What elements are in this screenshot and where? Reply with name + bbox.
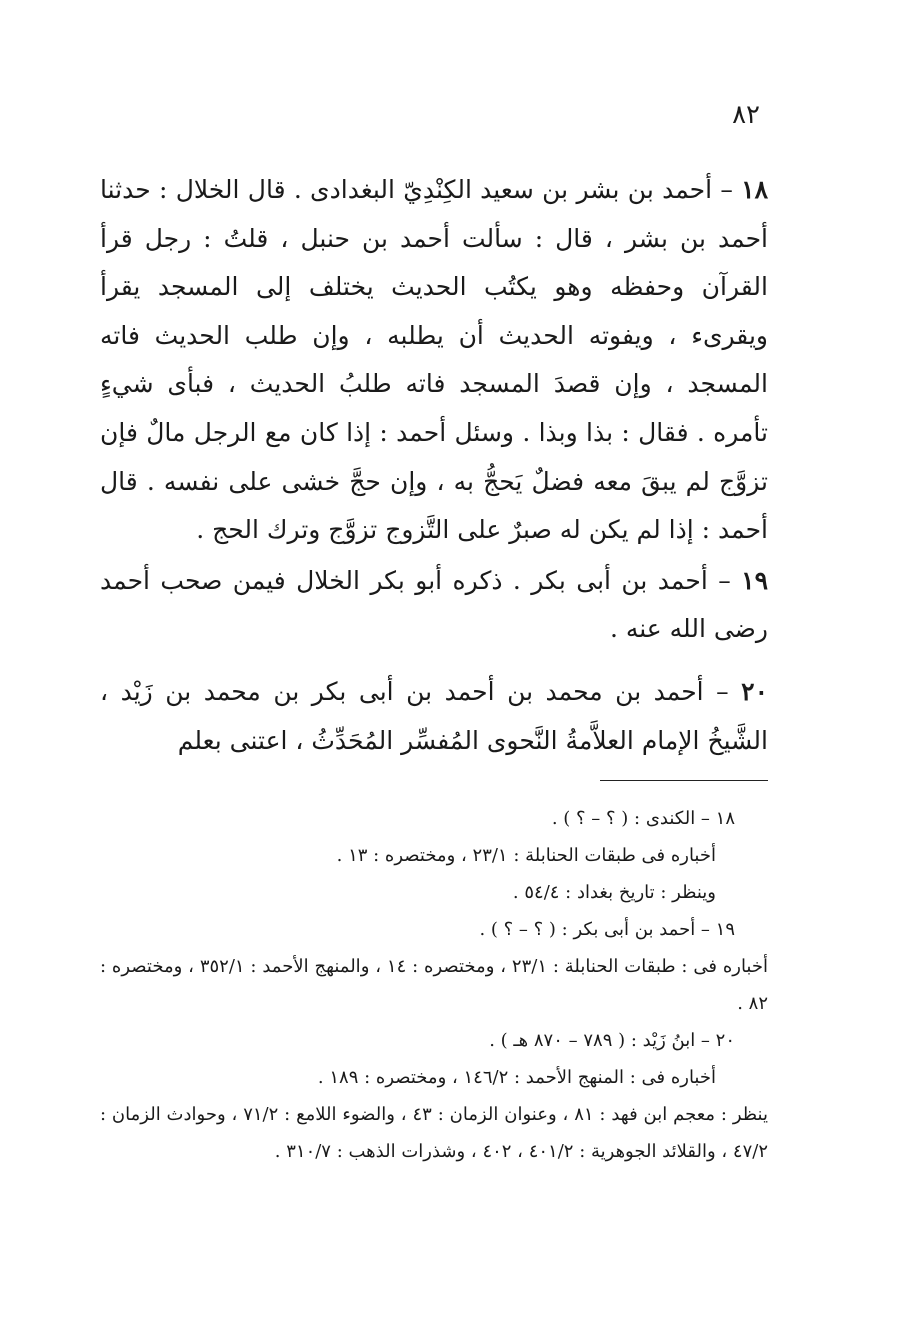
footnote-20-line: أخباره فى : المنهج الأحمد : ١٤٦/٢ ، ومختصره : ١٨٩ . — [317, 1067, 716, 1088]
footnote-20-line: ينظر : معجم ابن فهد : ٨١ ، وعنوان الزمان : ٤٣ ، والضوء اللامع : ٧١/٢ ، وحوادث الزمان : ٤٧/٢ ، والقلائد الجوهرية : ٤٠١/٢ ، ٤٠٢ ، وشذرات الذهب : ٣١٠/٧ . — [100, 1104, 768, 1162]
entry-18 — [100, 166, 768, 555]
footnote-divider — [600, 780, 768, 781]
footnote-18-head: ١٨ – الكندى : ( ؟ – ؟ ) . — [551, 808, 735, 829]
footnote-19-head: ١٩ – أحمد بن أبى بكر : ( ؟ – ؟ ) . — [479, 919, 735, 940]
entry-number: ٢٠ — [741, 676, 768, 706]
footnote-20-head: ٢٠ – ابنُ زَيْد : ( ٧٨٩ – ٨٧٠ هـ ) . — [489, 1030, 735, 1051]
footnote-18-line: وينظر : تاريخ بغداد : ٥٤/٤ . — [512, 882, 716, 903]
entry-text: – أحمد بن محمد بن أحمد بن أبى بكر بن محمد بن زَيْد ، الشَّيخُ الإمام العلاَّمةُ النَّحوى المُفسِّر المُحَدِّثُ ، اعتنى بعلم — [100, 676, 768, 755]
footnote-18-line: أخباره فى طبقات الحنابلة : ٢٣/١ ، ومختصره : ١٣ . — [336, 845, 716, 866]
entry-text: – أحمد بن أبى بكر . ذكره أبو بكر الخلال فيمن صحب أحمد رضى الله عنه . — [100, 565, 768, 644]
footnote-19-line: أخباره فى : طبقات الحنابلة : ٢٣/١ ، ومختصره : ١٤ ، والمنهج الأحمد : ٣٥٢/١ ، ومختصره : ٨٢ . — [100, 956, 768, 1014]
footnotes — [100, 800, 768, 1170]
main-text — [100, 166, 768, 765]
entry-number: ١٩ — [741, 565, 768, 595]
entry-19 — [100, 557, 768, 654]
page-number: ٨٢ — [732, 100, 760, 130]
entry-text: – أحمد بن بشر بن سعيد الكِنْدِيّ البغدادى . قال الخلال : حدثنا أحمد بن بشر ، قال : سألت أحمد بن حنبل ، قلتُ : رجل قرأ القرآن وحفظه وهو يكتُب الحديث يختلف إلى المسجد يقرأ ويقرىء ، ويفوته الحديث أن يطلبه ، وإن طلب الحديث فاته المسجد ، وإن قصدَ المسجد فاته طلبُ الحديث ، فبأى شيءٍ تأمره . فقال : بذا وبذا . وسئل أحمد : إذا كان مع الرجل مالٌ فإن تزوَّج لم يبقَ معه فضلٌ يَحجُّ به ، وإن حجَّ خشى على نفسه . قال أحمد : إذا لم يكن له صبرٌ على التَّزوج تزوَّج وترك الحج . — [100, 175, 768, 545]
entry-20 — [100, 668, 768, 765]
entry-number: ١٨ — [741, 175, 768, 204]
